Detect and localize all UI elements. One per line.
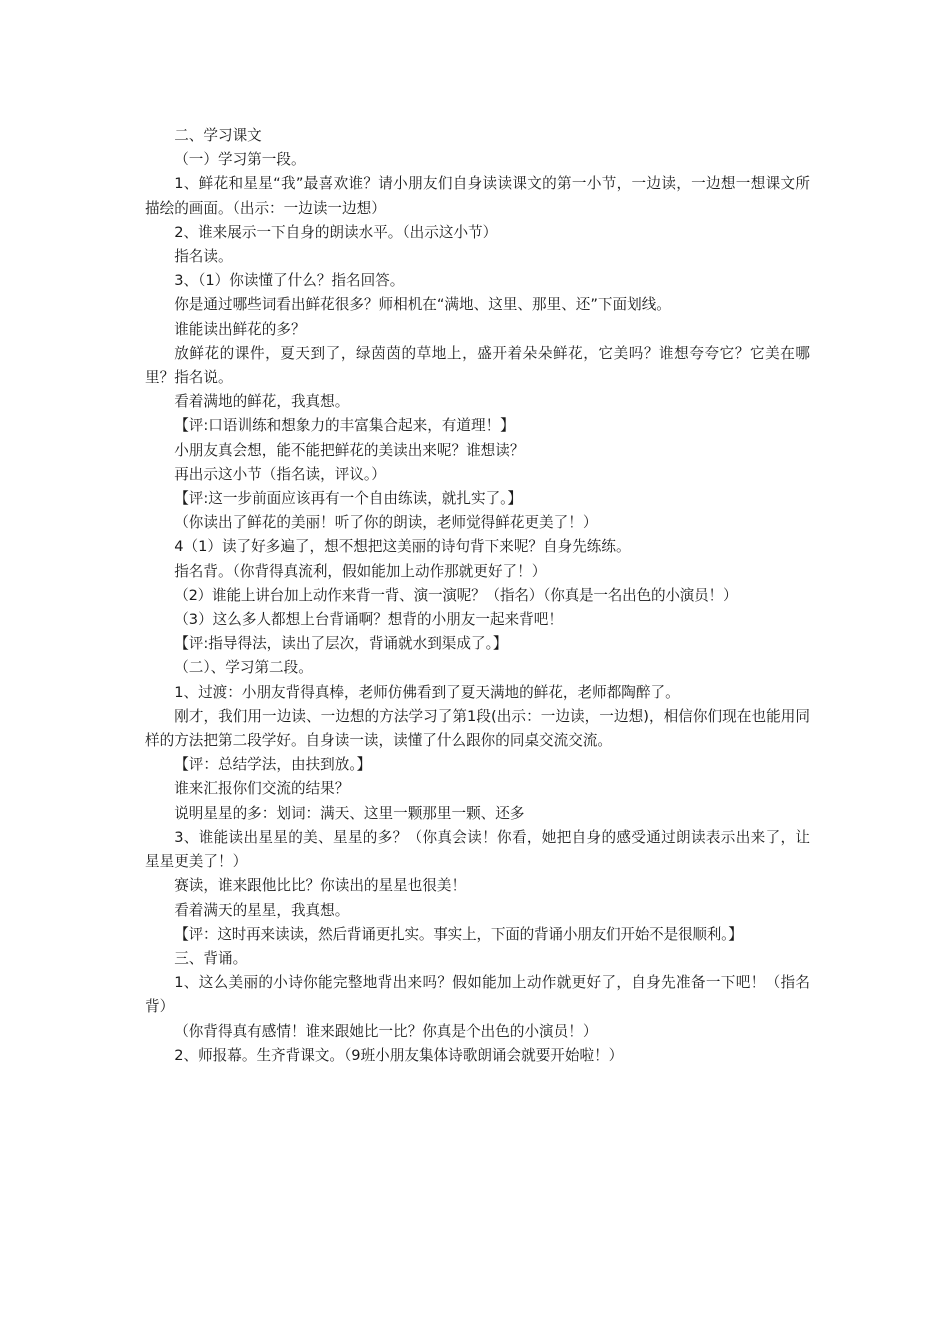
paragraph: 4（1）读了好多遍了，想不想把这美丽的诗句背下来呢？自身先练练。 xyxy=(174,538,631,556)
subsection-heading: （一）学习第一段。 xyxy=(174,151,306,169)
paragraph: 3、（1）你读懂了什么？指名回答。 xyxy=(174,272,405,290)
paragraph: （2）谁能上讲台加上动作来背一背、演一演呢？（指名）（你真是一名出色的小演员！） xyxy=(174,586,738,604)
paragraph: （3）这么多人都想上台背诵啊？想背的小朋友一起来背吧！ xyxy=(174,611,563,629)
paragraph: 刚才，我们用一边读、一边想的方法学习了第1段(出示：一边读，一边想)，相信你们现在也能用同样的方法把第二段学好。自身读一读，读懂了什么跟你的同桌交流交流。 xyxy=(145,707,810,750)
paragraph: 2、谁来展示一下自身的朗读水平。（出示这小节） xyxy=(174,223,498,241)
paragraph: 1、这么美丽的小诗你能完整地背出来吗？假如能加上动作就更好了，自身先准备一下吧！（指名背） xyxy=(145,974,810,1016)
paragraph: 指名背。（你背得真流利，假如能加上动作那就更好了！） xyxy=(174,562,547,580)
paragraph: 赛读，谁来跟他比比？你读出的星星也很美！ xyxy=(174,877,467,895)
paragraph: 1、鲜花和星星“我”最喜欢谁？请小朋友们自身读读课文的第一小节，一边读，一边想一想课文所描绘的画面。（出示：一边读一边想） xyxy=(145,175,810,217)
paragraph: 再出示这小节（指名读，评议。） xyxy=(174,465,386,483)
paragraph: （你背得真有感情！谁来跟她比一比？你真是个出色的小演员！） xyxy=(174,1022,598,1040)
document-body xyxy=(145,124,810,1068)
comment-paragraph: 【评:口语训练和想象力的丰富集合起来，有道理！】 xyxy=(174,417,515,435)
paragraph: 说明星星的多：划词：满天、这里一颗那里一颗、还多 xyxy=(174,804,525,822)
paragraph: 放鲜花的课件，夏天到了，绿茵茵的草地上，盛开着朵朵鲜花，它美吗？谁想夸夸它？它美在哪里？指名说。 xyxy=(145,344,810,387)
comment-paragraph: 【评：这时再来读读，然后背诵更扎实。事实上，下面的背诵小朋友们开始不是很顺利。】 xyxy=(174,925,743,943)
paragraph: 指名读。 xyxy=(174,248,233,266)
paragraph: 2、师报幕。生齐背课文。（9班小朋友集体诗歌朗诵会就要开始啦！） xyxy=(174,1046,624,1064)
paragraph: （你读出了鲜花的美丽！听了你的朗读，老师觉得鲜花更美了！） xyxy=(174,514,598,532)
section-heading: 二、学习课文 xyxy=(174,127,262,144)
paragraph: 你是通过哪些词看出鲜花很多？师相机在“满地、这里、那里、还”下面划线。 xyxy=(174,296,671,314)
section-heading: 三、背诵。 xyxy=(174,949,248,967)
paragraph: 看着满天的星星，我真想。 xyxy=(174,901,350,919)
paragraph: 看着满地的鲜花，我真想。 xyxy=(174,393,350,411)
paragraph: 3、谁能读出星星的美、星星的多？（你真会读！你看，她把自身的感受通过朗读表示出来了，让星星更美了！） xyxy=(145,828,810,871)
paragraph: 谁能读出鲜花的多？ xyxy=(174,320,306,338)
subsection-heading: （二）、学习第二段。 xyxy=(174,659,313,677)
paragraph: 小朋友真会想，能不能把鲜花的美读出来呢？谁想读？ xyxy=(174,441,525,459)
paragraph: 谁来汇报你们交流的结果？ xyxy=(174,780,350,798)
comment-paragraph: 【评：总结学法，由扶到放。】 xyxy=(174,756,372,774)
comment-paragraph: 【评:这一步前面应该再有一个自由练读，就扎实了。】 xyxy=(174,490,523,508)
comment-paragraph: 【评:指导得法，读出了层次，背诵就水到渠成了。】 xyxy=(174,635,508,653)
paragraph: 1、过渡：小朋友背得真棒，老师仿佛看到了夏天满地的鲜花，老师都陶醉了。 xyxy=(174,683,680,701)
